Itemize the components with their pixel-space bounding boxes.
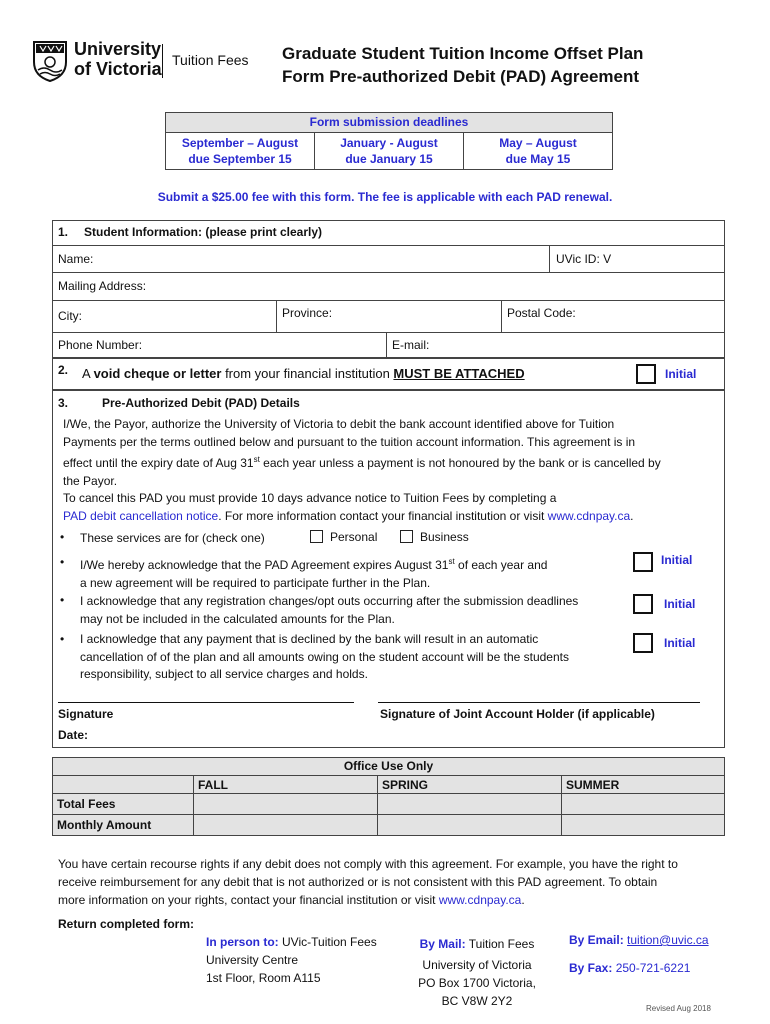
phone-field[interactable]: Phone Number: xyxy=(58,338,143,352)
recourse-paragraph: You have certain recourse rights if any debit does not comply with this agreement. For example, you have the right to receive reimbursement for any debit that is not authorized or is not consistent with this PAD agreement. To obtain more information on your rights, contact your financial institution or visit www.cdnpay.ca. xyxy=(58,857,678,907)
province-field[interactable]: Province: xyxy=(282,306,333,320)
logo-text-line2: of Victoria xyxy=(74,59,162,79)
date-label[interactable]: Date: xyxy=(58,728,89,742)
services-label: These services are for (check one) xyxy=(80,531,265,545)
postal-code-field[interactable]: Postal Code: xyxy=(507,306,576,320)
initial-label-registration: Initial xyxy=(664,597,696,611)
initial-label-declined: Initial xyxy=(664,636,696,650)
return-heading: Return completed form: xyxy=(58,917,195,931)
joint-signature-label: Signature of Joint Account Holder (if applicable) xyxy=(380,707,655,721)
return-mail: By Mail: Tuition Fees University of Victoria PO Box 1700 Victoria, BC V8W 2Y2 xyxy=(418,937,536,1008)
logo-text-line1: University xyxy=(74,39,162,59)
ack-declined: I acknowledge that any payment that is declined by the bank will result in an automatic cancellation of of the plan and all amounts owing on the student account will be the students responsibility, subject to all service charges and holds. xyxy=(80,632,569,681)
initial-box-cheque[interactable] xyxy=(636,364,656,384)
section1-number: 1. xyxy=(58,225,69,239)
form-title-line2: Form Pre-authorized Debit (PAD) Agreement xyxy=(282,67,640,86)
deadline-winter: January - August due January 15 xyxy=(315,133,464,170)
section2-number: 2. xyxy=(58,363,69,377)
office-use-heading: Office Use Only xyxy=(52,757,725,775)
university-logo xyxy=(32,40,68,82)
joint-signature-line[interactable] xyxy=(378,702,700,703)
office-col-fall: FALL xyxy=(194,776,378,794)
office-col-spring: SPRING xyxy=(378,776,562,794)
student-info-section xyxy=(52,220,725,358)
revised-date: Revised Aug 2018 xyxy=(646,1004,711,1013)
business-label: Business xyxy=(420,530,469,544)
initial-box-declined[interactable] xyxy=(633,633,653,653)
signature-line[interactable] xyxy=(58,702,354,703)
cdnpay-link-2[interactable]: www.cdnpay.ca xyxy=(438,893,522,907)
return-in-person: In person to: UVic-Tuition Fees University Centre 1st Floor, Room A115 xyxy=(206,935,377,985)
email-field[interactable]: E-mail: xyxy=(392,338,430,352)
void-cheque-text: A void cheque or letter from your financial institution MUST BE ATTACHED xyxy=(82,366,525,381)
uvic-id-field[interactable]: UVic ID: V xyxy=(556,252,612,266)
signature-label: Signature xyxy=(58,707,114,721)
ack-registration: I acknowledge that any registration changes/opt outs occurring after the submission deadlines may not be included in the calculated amounts for the Plan. xyxy=(80,594,579,626)
deadline-fall: September – August due September 15 xyxy=(166,133,315,170)
cdnpay-link[interactable]: www.cdnpay.ca xyxy=(547,508,631,523)
deadlines-table xyxy=(165,112,613,170)
deadlines-heading: Form submission deadlines xyxy=(165,112,613,132)
initial-box-expiry[interactable] xyxy=(633,552,653,572)
personal-checkbox[interactable] xyxy=(310,530,323,543)
office-row-monthly: Monthly Amount xyxy=(53,815,194,836)
office-row-total: Total Fees xyxy=(53,794,194,815)
initial-label-expiry: Initial xyxy=(661,553,693,567)
logo-divider xyxy=(162,44,163,78)
fee-note: Submit a $25.00 fee with this form. The fee is applicable with each PAD renewal. xyxy=(157,190,613,204)
city-field[interactable]: City: xyxy=(58,309,82,323)
personal-label: Personal xyxy=(330,530,378,544)
business-checkbox[interactable] xyxy=(400,530,413,543)
deadline-summer: May – August due May 15 xyxy=(464,133,613,170)
form-title-line1: Graduate Student Tuition Income Offset Plan xyxy=(282,44,644,63)
dept-name: Tuition Fees xyxy=(172,52,249,68)
initial-label-cheque: Initial xyxy=(665,367,697,381)
email-link[interactable]: tuition@uvic.ca xyxy=(627,933,709,947)
office-use-table xyxy=(52,757,725,836)
pad-cancellation-link[interactable]: PAD debit cancellation notice xyxy=(63,508,219,523)
office-col-summer: SUMMER xyxy=(562,776,725,794)
mailing-address-field[interactable]: Mailing Address: xyxy=(58,279,147,293)
ack-expiry: I/We hereby acknowledge that the PAD Agreement expires August 31st of each year and a new agreement will be required to participate further in the Plan. xyxy=(80,557,548,590)
return-email: By Email: tuition@uvic.ca xyxy=(569,933,709,947)
crest-icon xyxy=(32,40,68,82)
return-fax: By Fax: 250-721-6221 xyxy=(569,961,691,975)
section1-title: Student Information: (please print clearly) xyxy=(84,225,323,239)
section3-title: Pre-Authorized Debit (PAD) Details xyxy=(102,396,300,410)
initial-box-registration[interactable] xyxy=(633,594,653,614)
section3-number: 3. xyxy=(58,396,69,410)
authorization-paragraph: I/We, the Payor, authorize the University of Victoria to debit the bank account identified above for Tuition Payments per the terms outlined below and pursuant to the tuition account information. This agreement is in effect until the expiry date of Aug 31st each year unless a payment is not honoured by the bank or is cancelled by the Payor. To cancel this PAD you must provide 10 days advance notice to Tuition Fees by completing a PAD debit cancellation notice. For more information contact your financial institution or visit www.cdnpay.ca. xyxy=(63,417,661,523)
name-field[interactable]: Name: xyxy=(58,252,94,266)
